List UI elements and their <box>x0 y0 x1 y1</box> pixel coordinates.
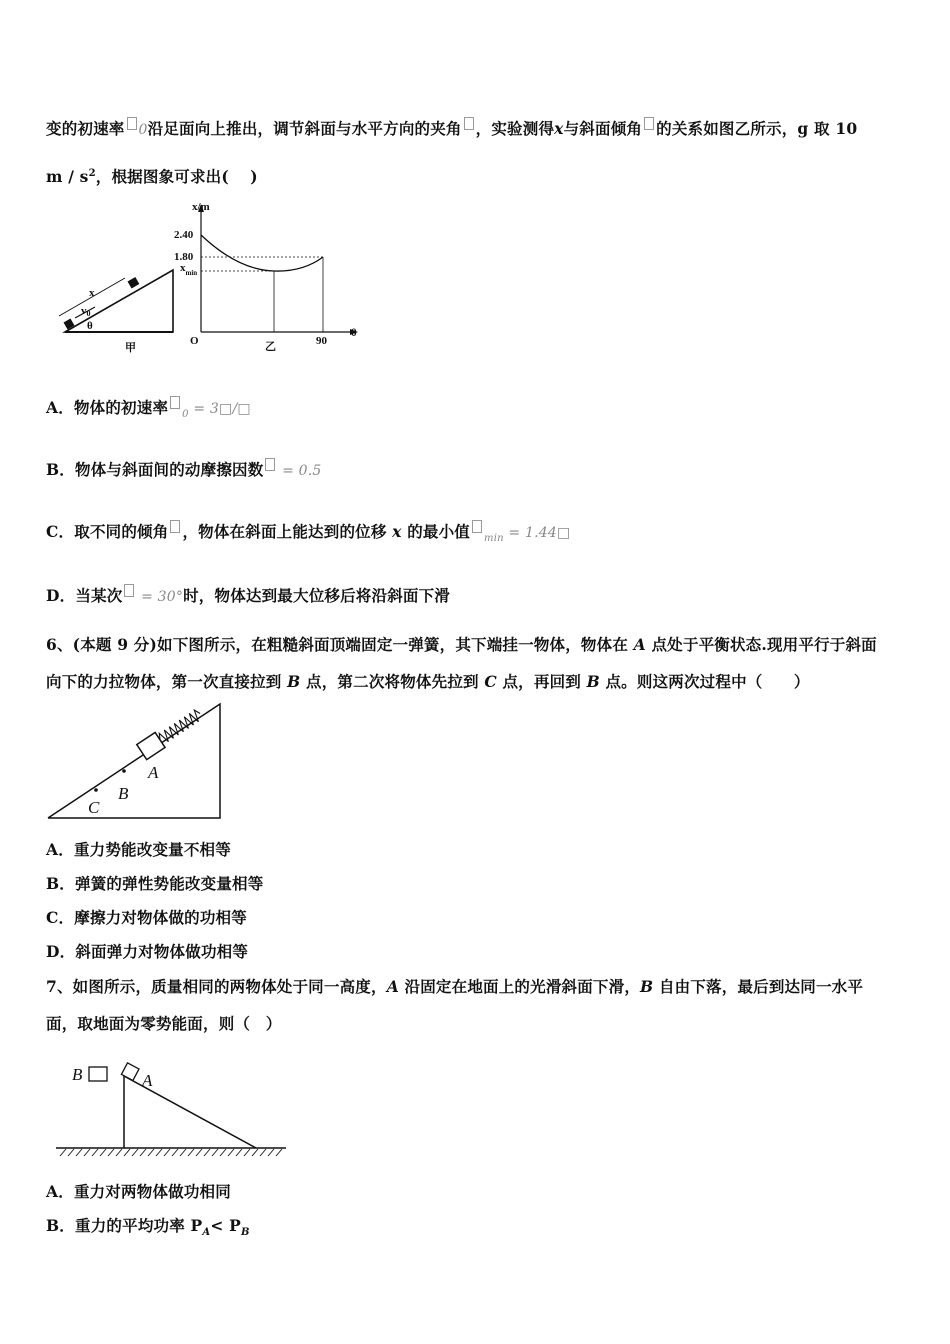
q6-option-b: B．弹簧的弹性势能改变量相等 <box>46 874 264 893</box>
q7-option-a: A．重力对两物体做功相同 <box>46 1182 231 1201</box>
q5-line-2: m / $s^2$，根据图象可求出( ) <box>46 167 258 186</box>
q7-line-1: 7、如图所示，质量相同的两物体处于同一高度，A 沿固定在地面上的光滑斜面下滑，B 自由下落，最后到达同一水平 <box>46 977 864 996</box>
svg-text:x/m: x/m <box>192 201 210 213</box>
svg-text:90: 90 <box>316 335 327 347</box>
q5-option-b: B．物体与斜面间的动摩擦因数 = 0.5 <box>46 460 322 479</box>
svg-text:v0: v0 <box>81 305 91 318</box>
placeholder-glyph-icon <box>170 520 180 533</box>
q5-option-c: C．取不同的倾角 ，物体在斜面上能达到的位移 x 的最小值 $_{min}$ = 1.44□ <box>46 522 571 545</box>
svg-text:O: O <box>190 335 199 347</box>
q6-line-2: 向下的力拉物体，第一次直接拉到 B 点，第二次将物体先拉到 C 点，再回到 B 点。则这两次过程中（ ） <box>46 672 810 691</box>
q5-option-d: D．当某次 = 30°时，物体达到最大位移后将沿斜面下滑 <box>46 586 451 605</box>
svg-text:xmin: $x_{min}$ <box>180 262 198 277</box>
placeholder-glyph-icon <box>472 520 482 533</box>
placeholder-glyph-icon <box>127 117 137 130</box>
svg-text:C: C <box>88 798 100 817</box>
placeholder-glyph-icon <box>464 117 474 130</box>
svg-text:θ: θ <box>351 327 357 339</box>
svg-text:x: x <box>89 287 95 299</box>
svg-text:2.40: 2.40 <box>174 229 194 241</box>
figure-free-fall-vs-slide <box>56 1056 290 1164</box>
figure-spring-incline <box>44 698 229 823</box>
q6-option-d: D．斜面弹力对物体做功相等 <box>46 942 249 961</box>
figure-yi-graph <box>168 198 368 353</box>
v0-subscript: 0 <box>138 122 148 138</box>
placeholder-glyph-icon <box>170 396 180 409</box>
placeholder-glyph-icon <box>265 458 275 471</box>
q6-option-c: C．摩擦力对物体做的功相等 <box>46 908 247 927</box>
svg-text:1.80: 1.80 <box>174 251 194 263</box>
q5-option-a: A．物体的初速率 $_0$ = 3□/□ <box>46 398 251 421</box>
svg-text:乙: 乙 <box>265 341 276 353</box>
placeholder-glyph-icon <box>124 584 134 597</box>
svg-text:A: A <box>148 763 159 782</box>
q5-line-1: 变的初速率 0沿足面向上推出，调节斜面与水平方向的夹角 ，实验测得x与斜面倾角 的关系如图乙所示，g 取 10 <box>46 119 858 138</box>
q7-line-2: 面，取地面为零势能面，则（ ） <box>46 1014 282 1033</box>
q6-line-1: 6、(本题 9 分)如下图所示，在粗糙斜面顶端固定一弹簧，其下端挂一物体，物体在 A 点处于平衡状态.现用平行于斜面 <box>46 635 877 654</box>
svg-text:θ: θ <box>87 320 93 332</box>
figure-jia-incline <box>55 262 185 358</box>
placeholder-glyph-icon <box>644 117 654 130</box>
q6-option-a: A．重力势能改变量不相等 <box>46 840 231 859</box>
q7-option-b: B．重力的平均功率 $P_A< P_B$ <box>46 1216 250 1239</box>
svg-text:A: A <box>142 1071 153 1090</box>
svg-text:B: B <box>118 784 129 803</box>
svg-text:B: B <box>72 1065 83 1084</box>
svg-text:甲: 甲 <box>125 342 136 354</box>
